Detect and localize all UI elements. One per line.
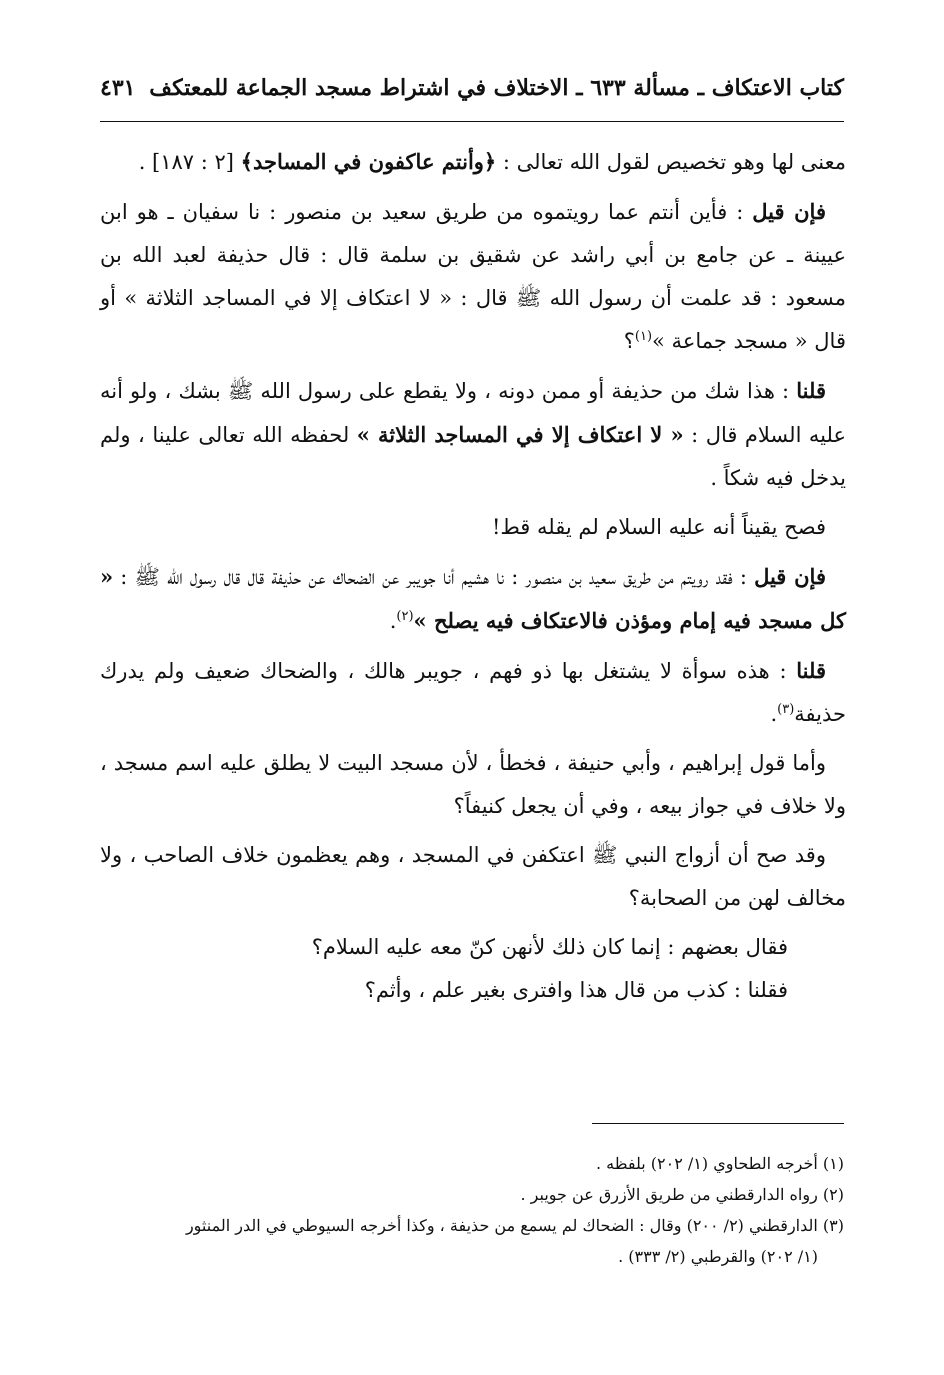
paragraph-text: وقد صح أن أزواج النبي ﷺ اعتكفن في المسجد ، وهم يعظمون خلاف الصاحب ، ولا مخالف لهن من الصحابة؟: [100, 843, 846, 910]
footnote-divider: [592, 1123, 844, 1124]
paragraph-text: لحفظه الله تعالى علينا ، ولم يدخل فيه شكاً .: [100, 423, 846, 490]
footnote-ref: (١): [634, 329, 653, 344]
paragraph-2: [100, 190, 846, 363]
verse-reference: [٢ : ١٨٧] .: [138, 150, 241, 174]
paragraph-9: [100, 926, 846, 969]
paragraph-end: ؟: [623, 329, 635, 353]
footnotes: [100, 1148, 844, 1272]
page-number: ٤٣١: [100, 75, 136, 101]
paragraph-text: فقلنا : كذب من قال هذا وافترى بغير علم ، وأثم؟: [364, 978, 788, 1002]
hadith-quote: « لا اعتكاف إلا في المساجد الثلاثة »: [356, 422, 684, 447]
paragraph-end: .: [389, 609, 397, 633]
paragraph-text: وأما قول إبراهيم ، وأبي حنيفة ، فخطأ ، لأن مسجد البيت لا يطلق عليه اسم مسجد ، ولا خلاف في جواز بيعه ، وفي أن يجعل كنيفاً؟: [100, 751, 846, 818]
paragraph-text: : هذا شك من حذيفة أو ممن دونه ، ولا يقطع على رسول الله ﷺ بشك ، ولو أنه عليه السلام قال :: [100, 379, 846, 447]
footnote-ref: (٢): [396, 609, 414, 624]
reply-lead: قلنا: [796, 378, 826, 403]
paragraph-text: : فقد رويتم من طريق سعيد بن منصور : نا هشيم أنا جويبر عن الضحاك عن حذيفة قال قال رسول الله ﷺ :: [113, 565, 747, 589]
paragraph-end: .: [770, 702, 778, 726]
footnote-3-continued: (١/ ٢٠٢) والقرطبي (٢/ ٣٣٣) .: [618, 1247, 818, 1266]
footnote-ref: (٣): [777, 702, 795, 717]
paragraph-7: [100, 742, 846, 828]
paragraph-text: فقال بعضهم : إنما كان ذلك لأنهن كنّ معه عليه السلام؟: [311, 935, 788, 959]
paragraph-text: : هذه سوأة لا يشتغل بها ذو فهم ، جويبر هالك ، والضحاك ضعيف ولم يدرك حذيفة: [100, 659, 846, 726]
paragraph-text: : فأين أنتم عما رويتموه من طريق سعيد بن منصور : نا سفيان ـ هو ابن عيينة ـ عن جامع بن أبي راشد عن شقيق بن سلمة قال : قال حذيفة لعبد الله بن مسعود : قد علمت أن رسول الله ﷺ قال : « لا اعتكاف إلا في المساجد الثلاثة » أو قال « مسجد جماعة »: [100, 200, 846, 353]
header-divider: [100, 121, 844, 122]
hadith-quote: « كل مسجد فيه إمام ومؤذن فالاعتكاف فيه يصلح »: [100, 564, 846, 633]
footnote-2: (٢) رواه الدارقطني من طريق الأزرق عن جويبر .: [520, 1185, 844, 1204]
reply-lead: قلنا: [796, 658, 826, 683]
paragraph-1: [100, 140, 846, 184]
running-header: [100, 68, 844, 108]
paragraph-8: [100, 834, 846, 920]
footnote-3: (٣) الدارقطني (٢/ ٢٠٠) وقال : الضحاك لم يسمع من حذيفة ، وكذا أخرجه السيوطي في الدر المنثور: [185, 1216, 844, 1235]
objection-lead: فإن قيل: [752, 199, 826, 224]
paragraph-5: [100, 555, 846, 643]
paragraph-4: [100, 506, 846, 549]
main-text: [100, 140, 846, 1018]
quran-verse: ﴿وأنتم عاكفون في المساجد﴾: [240, 149, 497, 174]
header-title: كتاب الاعتكاف ـ مسألة ٦٣٣ ـ الاختلاف في اشتراط مسجد الجماعة للمعتكف: [149, 75, 844, 101]
paragraph-6: [100, 649, 846, 736]
footnote-1: (١) أخرجه الطحاوي (١/ ٢٠٢) بلفظه .: [595, 1154, 844, 1173]
paragraph-text: فصح يقيناً أنه عليه السلام لم يقله قط!: [491, 515, 826, 539]
paragraph-3: [100, 369, 846, 500]
paragraph-10: [100, 969, 846, 1012]
objection-lead: فإن قيل: [754, 564, 826, 589]
paragraph-text: معنى لها وهو تخصيص لقول الله تعالى :: [496, 150, 846, 174]
